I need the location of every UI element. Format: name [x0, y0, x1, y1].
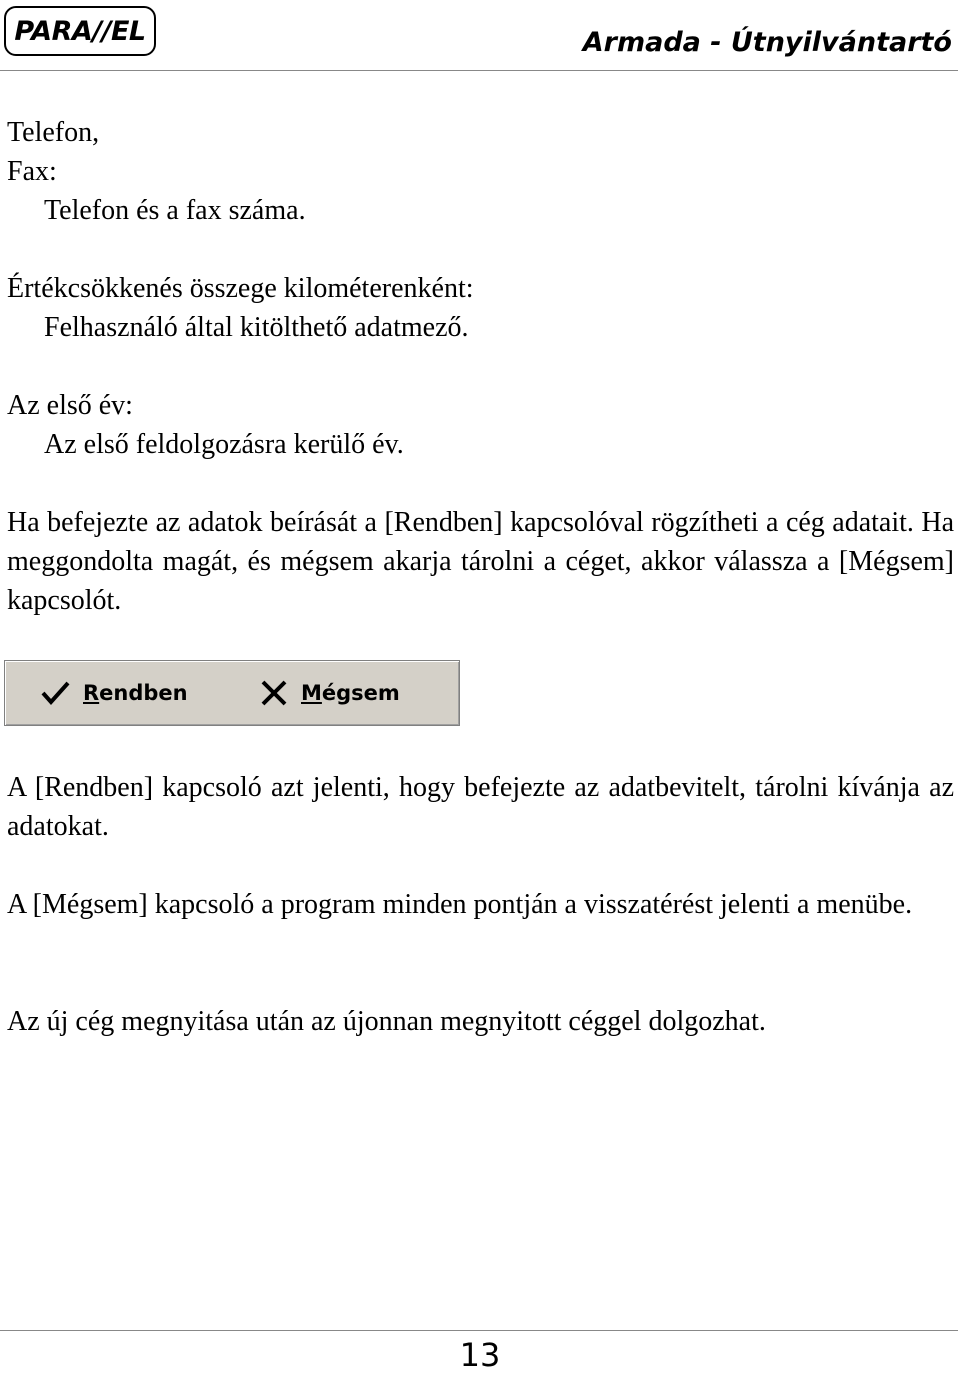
paragraph-cancel-info: A [Mégsem] kapcsoló a program minden pontján a visszatérést jelenti a menübe. [7, 889, 913, 920]
ok-button[interactable] [39, 669, 188, 717]
field-desc-telefon: Telefon és a fax száma. [44, 195, 306, 226]
checkmark-icon [39, 678, 73, 708]
footer-rule [0, 1330, 958, 1331]
document-title: Armada - Útnyilvántartó [582, 27, 952, 58]
field-label-telefon: Telefon, [7, 117, 100, 148]
field-label-depreciation: Értékcsökkenés összege kilométerenként: [7, 273, 474, 304]
cancel-button[interactable] [257, 669, 400, 717]
field-desc-depreciation: Felhasználó által kitölthető adatmező. [44, 312, 469, 343]
paragraph-new-company: Az új cég megnyitása után az újonnan megnyitott céggel dolgozhat. [7, 1006, 766, 1037]
parallel-logo [4, 6, 156, 56]
paragraph-save-info: Ha befejezte az adatok beírását a [Rendben] kapcsolóval rögzítheti a cég adatait. Ha meggondolta magát, és mégsem akarja tárolni a céget, akkor válassza a [Mégsem] kapcsolót. [7, 507, 954, 616]
field-label-fax: Fax: [7, 156, 57, 187]
page-header [0, 0, 960, 72]
cancel-button-label: Mégsem [301, 681, 400, 705]
paragraph-ok-info: A [Rendben] kapcsoló azt jelenti, hogy befejezte az adatbevitelt, tárolni kívánja az adatokat. [7, 772, 954, 842]
logo-text: PARA//EL [14, 15, 146, 47]
field-label-first-year: Az első év: [7, 390, 133, 421]
field-desc-first-year: Az első feldolgozásra kerülő év. [44, 429, 404, 460]
ok-button-label: Rendben [83, 681, 188, 705]
header-rule [0, 70, 958, 71]
cross-icon [257, 678, 291, 708]
button-bar [4, 660, 460, 726]
page-number: 13 [459, 1336, 501, 1374]
